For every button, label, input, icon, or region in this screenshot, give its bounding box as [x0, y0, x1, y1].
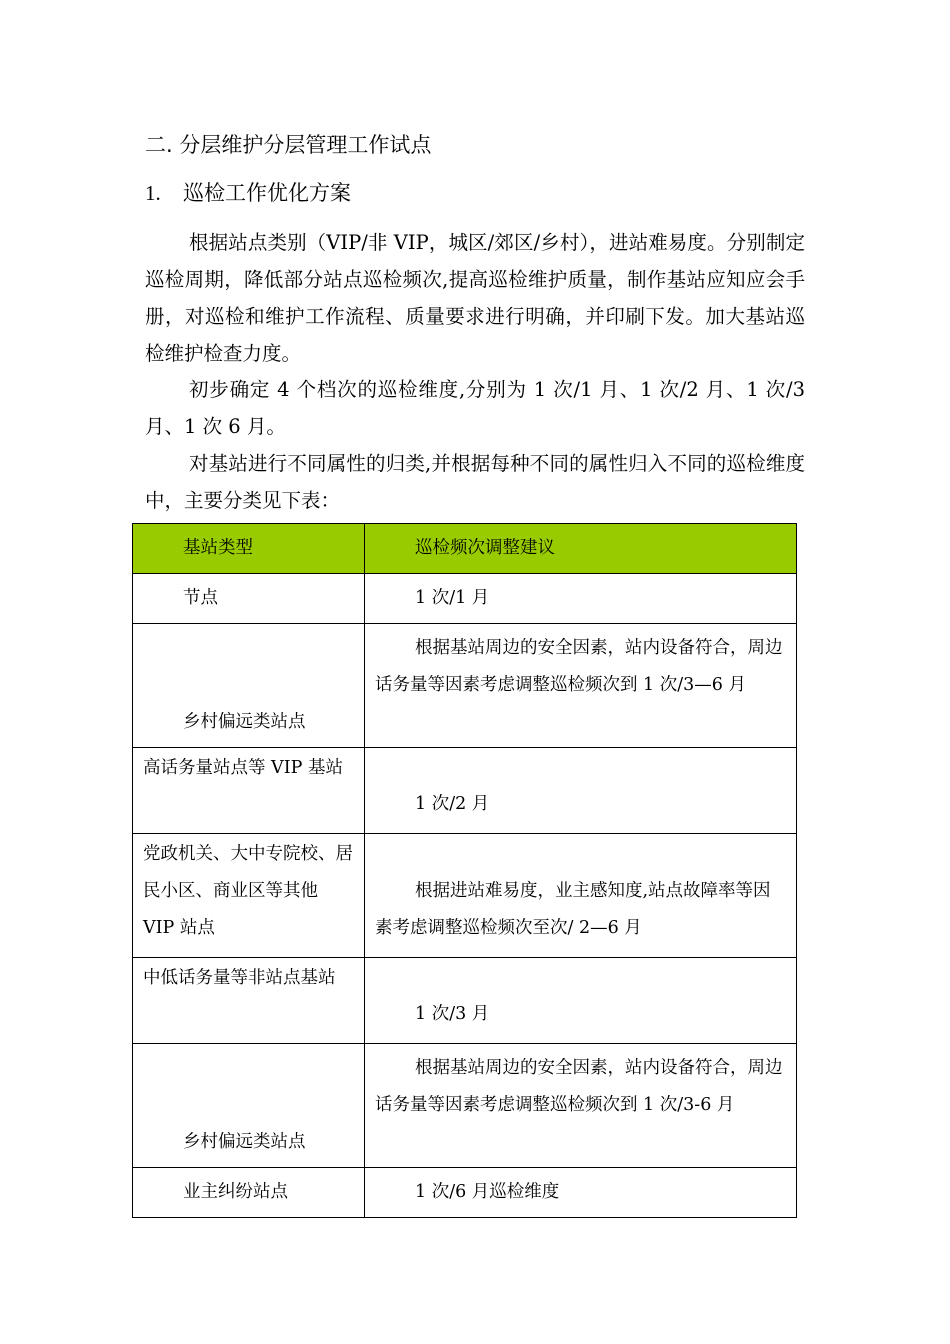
table-row	[133, 748, 797, 834]
table-cell-frequency: 根据进站难易度，业主感知度,站点故障率等因素考虑调整巡检频次至次/ 2—6 月	[365, 834, 797, 958]
table-row	[133, 1044, 797, 1168]
table-header-row	[133, 524, 797, 574]
section-heading: 二. 分层维护分层管理工作试点	[145, 133, 432, 157]
table-cell-frequency: 根据基站周边的安全因素，站内设备符合，周边话务量等因素考虑调整巡检频次到 1 次/3—6 月	[365, 624, 797, 748]
table-cell-frequency: 1 次/6 月巡检维度	[365, 1168, 797, 1218]
table-cell-type: 业主纠纷站点	[133, 1168, 365, 1218]
table-header-cell: 基站类型	[133, 524, 365, 574]
table-cell-type: 乡村偏远类站点	[133, 1044, 365, 1168]
table-cell-frequency: 根据基站周边的安全因素，站内设备符合，周边话务量等因素考虑调整巡检频次到 1 次/3-6 月	[365, 1044, 797, 1168]
table-cell-type: 高话务量站点等 VIP 基站	[133, 748, 365, 834]
table-row	[133, 574, 797, 624]
paragraph: 对基站进行不同属性的归类,并根据每种不同的属性归入不同的巡检维度中，主要分类见下表：	[145, 452, 805, 512]
table-row	[133, 624, 797, 748]
table-cell-frequency: 1 次/1 月	[365, 574, 797, 624]
table-cell-frequency: 1 次/3 月	[365, 958, 797, 1044]
inspection-table	[132, 523, 797, 1218]
table-row	[133, 834, 797, 958]
subsection-heading	[145, 176, 351, 210]
table-row	[133, 958, 797, 1044]
table-cell-type: 乡村偏远类站点	[133, 624, 365, 748]
table-cell-type: 党政机关、大中专院校、居民小区、商业区等其他 VIP 站点	[133, 834, 365, 958]
table-cell-frequency: 1 次/2 月	[365, 748, 797, 834]
table-row	[133, 1168, 797, 1218]
paragraph: 根据站点类别（VIP/非 VIP，城区/郊区/乡村），进站难易度。分别制定巡检周期，降低部分站点巡检频次,提高巡检维护质量，制作基站应知应会手册，对巡检和维护工作流程、质量要求进行明确，并印刷下发。加大基站巡检维护检查力度。	[145, 231, 805, 365]
table-cell-type: 节点	[133, 574, 365, 624]
table-cell-type: 中低话务量等非站点基站	[133, 958, 365, 1044]
table-header-cell: 巡检频次调整建议	[365, 524, 797, 574]
subsection-number: 1.	[145, 181, 161, 205]
subsection-title: 巡检工作优化方案	[183, 181, 351, 205]
paragraph: 初步确定 4 个档次的巡检维度,分别为 1 次/1 月、1 次/2 月、1 次/3 月、1 次 6 月。	[145, 378, 805, 438]
